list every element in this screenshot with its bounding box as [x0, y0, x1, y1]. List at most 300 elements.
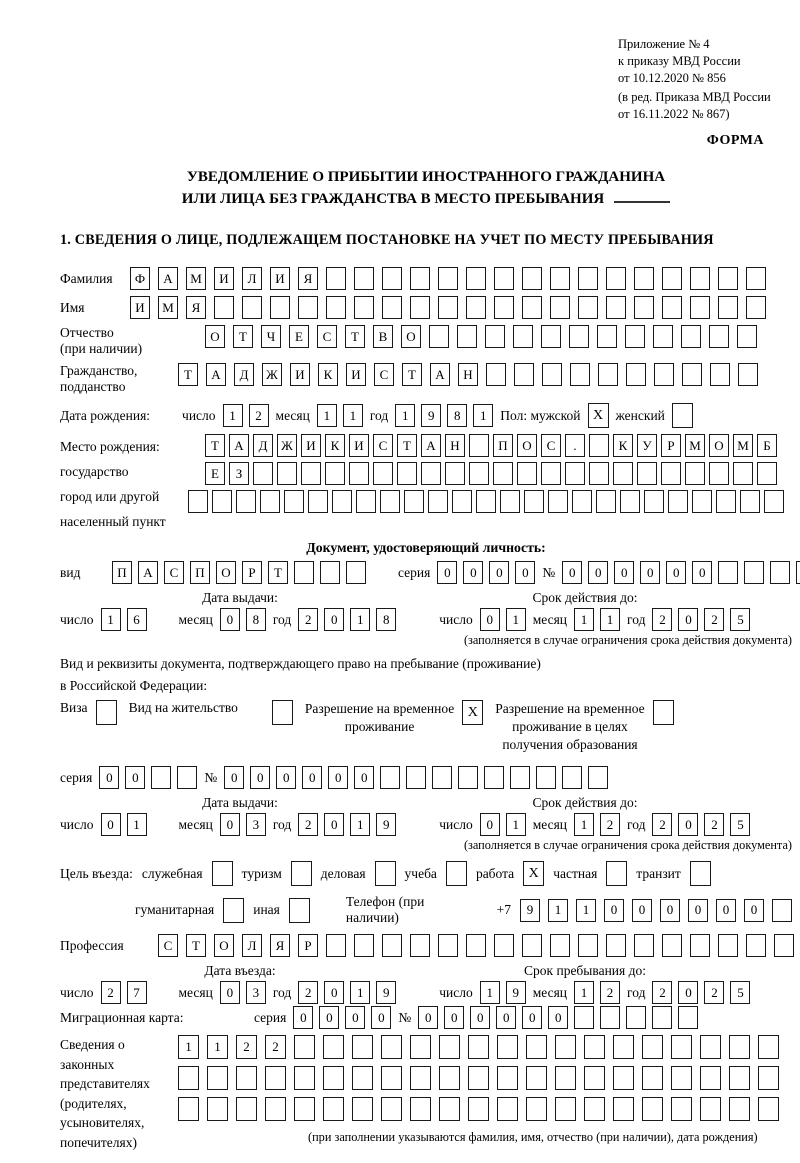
char-cell[interactable] [542, 363, 562, 386]
char-cell[interactable] [598, 363, 618, 386]
char-cell[interactable]: 1 [101, 608, 121, 631]
char-cell[interactable]: 9 [520, 899, 540, 922]
char-cell[interactable] [494, 296, 514, 319]
char-cell[interactable]: 1 [223, 404, 243, 427]
char-cell[interactable] [709, 325, 729, 348]
char-cell[interactable]: И [270, 267, 290, 290]
char-cell[interactable] [661, 462, 681, 485]
purpose-private-checkbox[interactable] [606, 861, 627, 886]
char-cell[interactable] [729, 1035, 750, 1059]
char-cell[interactable] [346, 561, 366, 584]
char-cell[interactable] [626, 1006, 646, 1029]
char-cell[interactable]: 0 [692, 561, 712, 584]
char-cell[interactable]: 0 [604, 899, 624, 922]
char-cell[interactable] [681, 325, 701, 348]
char-cell[interactable] [634, 296, 654, 319]
char-cell[interactable] [406, 766, 426, 789]
char-cell[interactable] [514, 363, 534, 386]
char-cell[interactable]: А [421, 434, 441, 457]
char-cell[interactable] [439, 1066, 460, 1090]
char-cell[interactable]: Я [270, 934, 290, 957]
char-cell[interactable]: 1 [317, 404, 337, 427]
char-cell[interactable]: Н [445, 434, 465, 457]
char-cell[interactable] [634, 934, 654, 957]
char-cell[interactable] [207, 1097, 228, 1121]
char-cell[interactable] [572, 490, 592, 513]
char-cell[interactable] [606, 934, 626, 957]
char-cell[interactable] [716, 490, 736, 513]
visa-checkbox[interactable] [96, 700, 117, 725]
char-cell[interactable]: 1 [127, 813, 147, 836]
char-cell[interactable] [253, 462, 273, 485]
char-cell[interactable]: Е [205, 462, 225, 485]
purpose-transit-checkbox[interactable] [690, 861, 711, 886]
char-cell[interactable] [606, 267, 626, 290]
char-cell[interactable]: 2 [652, 608, 672, 631]
char-cell[interactable]: Б [757, 434, 777, 457]
char-cell[interactable] [671, 1097, 692, 1121]
char-cell[interactable]: З [229, 462, 249, 485]
char-cell[interactable]: 0 [489, 561, 509, 584]
char-cell[interactable]: 8 [376, 608, 396, 631]
char-cell[interactable]: 0 [276, 766, 296, 789]
char-cell[interactable]: 0 [220, 981, 240, 1004]
char-cell[interactable] [352, 1097, 373, 1121]
char-cell[interactable]: Д [234, 363, 254, 386]
char-cell[interactable]: 0 [125, 766, 145, 789]
purpose-tourism-checkbox[interactable] [291, 861, 312, 886]
char-cell[interactable]: Л [242, 267, 262, 290]
char-cell[interactable]: А [138, 561, 158, 584]
char-cell[interactable] [613, 462, 633, 485]
char-cell[interactable] [550, 296, 570, 319]
char-cell[interactable] [589, 434, 609, 457]
char-cell[interactable] [562, 766, 582, 789]
char-cell[interactable]: 8 [447, 404, 467, 427]
char-cell[interactable]: 0 [688, 899, 708, 922]
char-cell[interactable] [642, 1035, 663, 1059]
char-cell[interactable]: К [318, 363, 338, 386]
char-cell[interactable]: 0 [588, 561, 608, 584]
char-cell[interactable] [738, 363, 758, 386]
char-cell[interactable] [513, 325, 533, 348]
char-cell[interactable] [178, 1097, 199, 1121]
char-cell[interactable] [718, 267, 738, 290]
char-cell[interactable]: П [190, 561, 210, 584]
char-cell[interactable] [429, 325, 449, 348]
purpose-humanitarian-checkbox[interactable] [223, 898, 244, 923]
char-cell[interactable] [468, 1066, 489, 1090]
char-cell[interactable] [718, 561, 738, 584]
char-cell[interactable] [642, 1066, 663, 1090]
char-cell[interactable]: 0 [302, 766, 322, 789]
char-cell[interactable] [662, 267, 682, 290]
char-cell[interactable] [613, 1035, 634, 1059]
char-cell[interactable]: 1 [548, 899, 568, 922]
char-cell[interactable] [690, 296, 710, 319]
char-cell[interactable] [526, 1097, 547, 1121]
purpose-official-checkbox[interactable] [212, 861, 233, 886]
char-cell[interactable]: П [493, 434, 513, 457]
char-cell[interactable] [452, 490, 472, 513]
char-cell[interactable] [236, 1097, 257, 1121]
char-cell[interactable]: 0 [666, 561, 686, 584]
char-cell[interactable] [277, 462, 297, 485]
char-cell[interactable] [284, 490, 304, 513]
char-cell[interactable]: 5 [730, 813, 750, 836]
char-cell[interactable]: В [373, 325, 393, 348]
char-cell[interactable] [668, 490, 688, 513]
char-cell[interactable] [294, 561, 314, 584]
char-cell[interactable]: К [325, 434, 345, 457]
char-cell[interactable]: Т [397, 434, 417, 457]
temp-residence-edu-checkbox[interactable] [653, 700, 674, 725]
char-cell[interactable] [301, 462, 321, 485]
char-cell[interactable]: 0 [614, 561, 634, 584]
char-cell[interactable] [662, 934, 682, 957]
char-cell[interactable] [744, 561, 764, 584]
char-cell[interactable]: 1 [574, 813, 594, 836]
char-cell[interactable]: 7 [127, 981, 147, 1004]
temp-residence-checkbox[interactable]: X [462, 700, 483, 725]
char-cell[interactable] [588, 766, 608, 789]
char-cell[interactable]: С [541, 434, 561, 457]
char-cell[interactable] [613, 1066, 634, 1090]
char-cell[interactable]: 2 [600, 813, 620, 836]
char-cell[interactable]: 0 [345, 1006, 365, 1029]
char-cell[interactable]: 0 [324, 981, 344, 1004]
char-cell[interactable] [404, 490, 424, 513]
char-cell[interactable] [439, 1035, 460, 1059]
char-cell[interactable]: С [373, 434, 393, 457]
char-cell[interactable]: 0 [101, 813, 121, 836]
char-cell[interactable] [709, 462, 729, 485]
char-cell[interactable] [746, 934, 766, 957]
char-cell[interactable] [578, 934, 598, 957]
char-cell[interactable]: У [637, 434, 657, 457]
char-cell[interactable]: Т [233, 325, 253, 348]
char-cell[interactable] [690, 934, 710, 957]
char-cell[interactable] [381, 1035, 402, 1059]
char-cell[interactable]: 2 [600, 981, 620, 1004]
char-cell[interactable]: 2 [298, 981, 318, 1004]
char-cell[interactable] [718, 296, 738, 319]
char-cell[interactable] [410, 1097, 431, 1121]
char-cell[interactable]: 0 [744, 899, 764, 922]
char-cell[interactable]: 0 [716, 899, 736, 922]
char-cell[interactable] [326, 934, 346, 957]
char-cell[interactable]: 0 [640, 561, 660, 584]
char-cell[interactable] [758, 1066, 779, 1090]
char-cell[interactable] [652, 1006, 672, 1029]
char-cell[interactable] [432, 766, 452, 789]
char-cell[interactable] [500, 490, 520, 513]
char-cell[interactable]: Я [298, 267, 318, 290]
char-cell[interactable]: Ч [261, 325, 281, 348]
char-cell[interactable] [700, 1097, 721, 1121]
char-cell[interactable] [485, 325, 505, 348]
char-cell[interactable]: И [346, 363, 366, 386]
char-cell[interactable]: 2 [298, 813, 318, 836]
char-cell[interactable] [352, 1066, 373, 1090]
char-cell[interactable] [626, 363, 646, 386]
char-cell[interactable] [373, 462, 393, 485]
char-cell[interactable]: 0 [480, 608, 500, 631]
char-cell[interactable] [584, 1035, 605, 1059]
char-cell[interactable]: 0 [224, 766, 244, 789]
char-cell[interactable] [740, 490, 760, 513]
char-cell[interactable]: И [130, 296, 150, 319]
char-cell[interactable]: 0 [220, 813, 240, 836]
char-cell[interactable]: 2 [704, 608, 724, 631]
char-cell[interactable] [476, 490, 496, 513]
char-cell[interactable]: 2 [249, 404, 269, 427]
char-cell[interactable]: Т [268, 561, 288, 584]
char-cell[interactable] [729, 1097, 750, 1121]
char-cell[interactable]: 1 [343, 404, 363, 427]
char-cell[interactable] [469, 462, 489, 485]
char-cell[interactable]: О [214, 934, 234, 957]
char-cell[interactable] [410, 267, 430, 290]
char-cell[interactable]: С [158, 934, 178, 957]
char-cell[interactable] [637, 462, 657, 485]
char-cell[interactable]: 0 [250, 766, 270, 789]
char-cell[interactable]: О [709, 434, 729, 457]
char-cell[interactable] [774, 934, 794, 957]
char-cell[interactable]: Т [178, 363, 198, 386]
char-cell[interactable]: И [301, 434, 321, 457]
char-cell[interactable] [584, 1097, 605, 1121]
char-cell[interactable] [294, 1097, 315, 1121]
char-cell[interactable]: 1 [480, 981, 500, 1004]
char-cell[interactable] [497, 1097, 518, 1121]
char-cell[interactable]: 5 [730, 608, 750, 631]
char-cell[interactable]: О [216, 561, 236, 584]
char-cell[interactable]: 0 [496, 1006, 516, 1029]
char-cell[interactable] [578, 267, 598, 290]
char-cell[interactable] [236, 1066, 257, 1090]
char-cell[interactable] [212, 490, 232, 513]
char-cell[interactable]: 2 [236, 1035, 257, 1059]
char-cell[interactable] [596, 490, 616, 513]
char-cell[interactable] [428, 490, 448, 513]
char-cell[interactable]: Н [458, 363, 478, 386]
char-cell[interactable] [757, 462, 777, 485]
char-cell[interactable] [497, 1066, 518, 1090]
char-cell[interactable]: 3 [246, 813, 266, 836]
char-cell[interactable]: Р [298, 934, 318, 957]
char-cell[interactable] [410, 934, 430, 957]
char-cell[interactable] [772, 899, 792, 922]
char-cell[interactable]: Т [205, 434, 225, 457]
char-cell[interactable]: М [685, 434, 705, 457]
char-cell[interactable] [497, 1035, 518, 1059]
char-cell[interactable] [445, 462, 465, 485]
char-cell[interactable] [332, 490, 352, 513]
char-cell[interactable]: 2 [652, 813, 672, 836]
char-cell[interactable]: 1 [506, 608, 526, 631]
char-cell[interactable] [177, 766, 197, 789]
char-cell[interactable] [758, 1035, 779, 1059]
char-cell[interactable] [589, 462, 609, 485]
char-cell[interactable]: 0 [99, 766, 119, 789]
char-cell[interactable] [381, 1097, 402, 1121]
char-cell[interactable]: О [401, 325, 421, 348]
char-cell[interactable] [517, 462, 537, 485]
char-cell[interactable]: М [186, 267, 206, 290]
char-cell[interactable]: Р [242, 561, 262, 584]
char-cell[interactable]: 1 [574, 981, 594, 1004]
char-cell[interactable]: Е [289, 325, 309, 348]
char-cell[interactable]: О [205, 325, 225, 348]
char-cell[interactable] [692, 490, 712, 513]
char-cell[interactable]: 0 [678, 981, 698, 1004]
char-cell[interactable]: 6 [127, 608, 147, 631]
char-cell[interactable] [207, 1066, 228, 1090]
char-cell[interactable] [700, 1066, 721, 1090]
char-cell[interactable] [323, 1066, 344, 1090]
char-cell[interactable] [242, 296, 262, 319]
char-cell[interactable]: 0 [324, 608, 344, 631]
char-cell[interactable] [522, 934, 542, 957]
char-cell[interactable]: 1 [600, 608, 620, 631]
char-cell[interactable] [410, 1066, 431, 1090]
purpose-work-checkbox[interactable]: X [523, 861, 544, 886]
char-cell[interactable] [326, 296, 346, 319]
char-cell[interactable]: Л [242, 934, 262, 957]
char-cell[interactable] [770, 561, 790, 584]
char-cell[interactable]: А [158, 267, 178, 290]
char-cell[interactable]: 2 [704, 981, 724, 1004]
char-cell[interactable] [597, 325, 617, 348]
char-cell[interactable]: К [613, 434, 633, 457]
char-cell[interactable]: 0 [480, 813, 500, 836]
char-cell[interactable]: 0 [463, 561, 483, 584]
char-cell[interactable]: 2 [265, 1035, 286, 1059]
char-cell[interactable] [438, 267, 458, 290]
char-cell[interactable] [494, 267, 514, 290]
char-cell[interactable]: 0 [418, 1006, 438, 1029]
char-cell[interactable]: 0 [328, 766, 348, 789]
char-cell[interactable]: 0 [371, 1006, 391, 1029]
char-cell[interactable]: 1 [574, 608, 594, 631]
char-cell[interactable] [439, 1097, 460, 1121]
char-cell[interactable] [323, 1035, 344, 1059]
char-cell[interactable]: 1 [350, 981, 370, 1004]
char-cell[interactable] [236, 490, 256, 513]
char-cell[interactable] [710, 363, 730, 386]
char-cell[interactable] [494, 934, 514, 957]
char-cell[interactable] [541, 325, 561, 348]
char-cell[interactable]: Я [186, 296, 206, 319]
char-cell[interactable] [600, 1006, 620, 1029]
char-cell[interactable]: Ж [277, 434, 297, 457]
char-cell[interactable]: Ф [130, 267, 150, 290]
char-cell[interactable] [526, 1066, 547, 1090]
char-cell[interactable]: 2 [101, 981, 121, 1004]
char-cell[interactable] [522, 296, 542, 319]
char-cell[interactable] [625, 325, 645, 348]
char-cell[interactable]: 2 [704, 813, 724, 836]
char-cell[interactable] [320, 561, 340, 584]
char-cell[interactable] [323, 1097, 344, 1121]
purpose-business-checkbox[interactable] [375, 861, 396, 886]
char-cell[interactable]: 0 [562, 561, 582, 584]
char-cell[interactable] [644, 490, 664, 513]
blank-line[interactable] [614, 188, 670, 203]
char-cell[interactable] [548, 490, 568, 513]
char-cell[interactable] [671, 1066, 692, 1090]
char-cell[interactable]: 0 [660, 899, 680, 922]
char-cell[interactable] [466, 296, 486, 319]
char-cell[interactable] [270, 296, 290, 319]
char-cell[interactable]: 5 [730, 981, 750, 1004]
char-cell[interactable] [682, 363, 702, 386]
char-cell[interactable]: 1 [473, 404, 493, 427]
char-cell[interactable] [584, 1066, 605, 1090]
char-cell[interactable]: 1 [350, 608, 370, 631]
char-cell[interactable]: О [517, 434, 537, 457]
char-cell[interactable]: С [164, 561, 184, 584]
char-cell[interactable] [382, 267, 402, 290]
char-cell[interactable]: 0 [522, 1006, 542, 1029]
char-cell[interactable] [469, 434, 489, 457]
char-cell[interactable] [352, 1035, 373, 1059]
char-cell[interactable] [733, 462, 753, 485]
char-cell[interactable] [265, 1097, 286, 1121]
char-cell[interactable]: 9 [376, 981, 396, 1004]
char-cell[interactable] [457, 325, 477, 348]
char-cell[interactable]: 2 [298, 608, 318, 631]
char-cell[interactable]: 0 [319, 1006, 339, 1029]
char-cell[interactable] [524, 490, 544, 513]
sex-male-checkbox[interactable]: X [588, 403, 609, 428]
char-cell[interactable]: А [229, 434, 249, 457]
char-cell[interactable]: Т [186, 934, 206, 957]
char-cell[interactable]: 1 [350, 813, 370, 836]
char-cell[interactable]: Т [402, 363, 422, 386]
char-cell[interactable]: 9 [506, 981, 526, 1004]
char-cell[interactable] [796, 561, 800, 584]
char-cell[interactable] [758, 1097, 779, 1121]
char-cell[interactable] [484, 766, 504, 789]
char-cell[interactable] [410, 296, 430, 319]
char-cell[interactable]: 2 [652, 981, 672, 1004]
char-cell[interactable] [555, 1097, 576, 1121]
char-cell[interactable] [178, 1066, 199, 1090]
char-cell[interactable]: . [565, 434, 585, 457]
char-cell[interactable]: П [112, 561, 132, 584]
char-cell[interactable] [746, 296, 766, 319]
char-cell[interactable] [654, 363, 674, 386]
char-cell[interactable] [569, 325, 589, 348]
char-cell[interactable] [541, 462, 561, 485]
char-cell[interactable]: 0 [548, 1006, 568, 1029]
char-cell[interactable]: С [317, 325, 337, 348]
char-cell[interactable]: 9 [421, 404, 441, 427]
char-cell[interactable] [380, 490, 400, 513]
char-cell[interactable]: 0 [632, 899, 652, 922]
char-cell[interactable] [522, 267, 542, 290]
char-cell[interactable] [397, 462, 417, 485]
char-cell[interactable]: 3 [246, 981, 266, 1004]
char-cell[interactable]: И [214, 267, 234, 290]
char-cell[interactable] [550, 934, 570, 957]
char-cell[interactable] [526, 1035, 547, 1059]
char-cell[interactable] [466, 934, 486, 957]
char-cell[interactable] [653, 325, 673, 348]
char-cell[interactable] [685, 462, 705, 485]
